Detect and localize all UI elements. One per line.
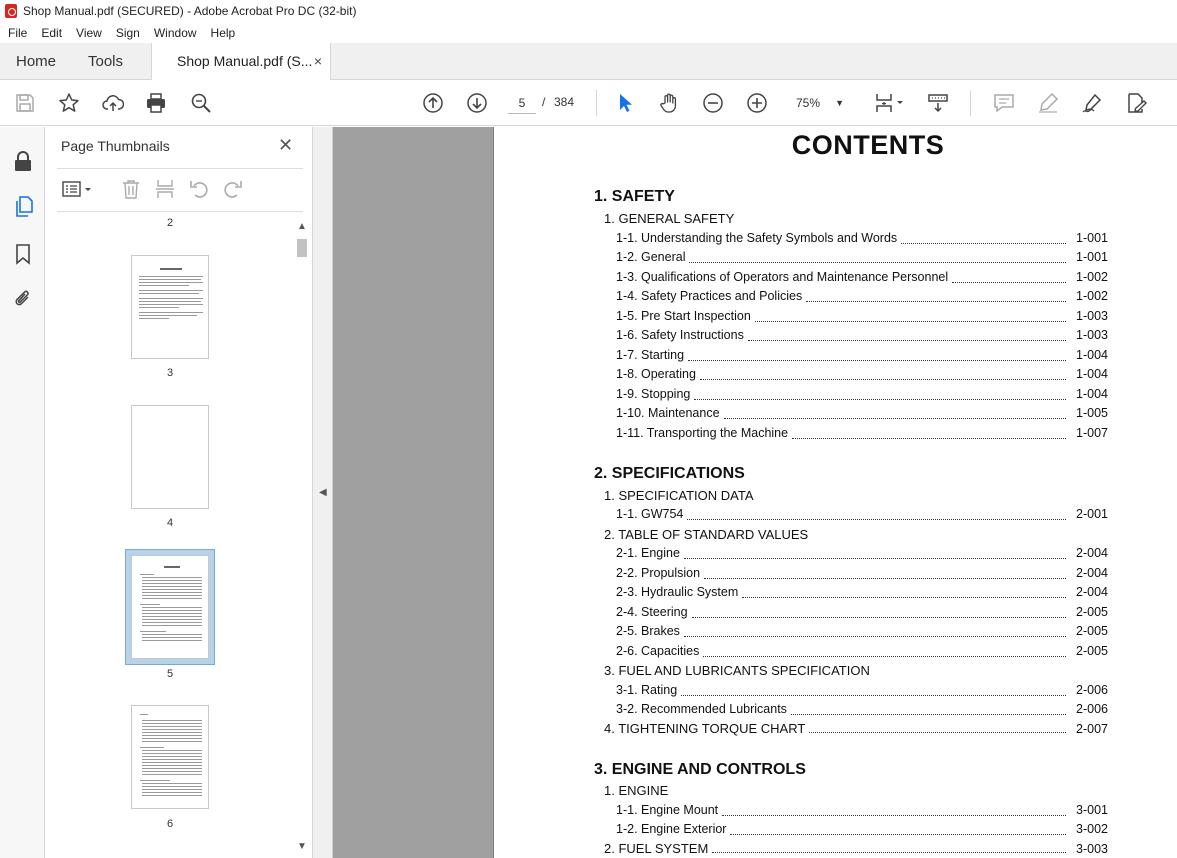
toc-section: 1. SAFETY bbox=[594, 188, 675, 205]
page-thumbnails-panel bbox=[45, 127, 313, 858]
zoom-out-icon[interactable] bbox=[701, 91, 725, 115]
toc-subsection: 2. TABLE OF STANDARD VALUES bbox=[604, 527, 809, 542]
tab-close-icon[interactable]: × bbox=[313, 53, 322, 69]
toc-entry: 2-3. Hydraulic System 2-004 bbox=[616, 585, 1108, 599]
thumbnail-scrollbar[interactable] bbox=[295, 219, 309, 858]
toc-subsection: 1. SPECIFICATION DATA bbox=[604, 488, 754, 503]
thumbnail-page-3[interactable] bbox=[131, 255, 209, 359]
tab-home[interactable]: Home bbox=[16, 53, 57, 70]
upload-cloud-icon[interactable] bbox=[101, 91, 125, 115]
toolbar bbox=[0, 80, 1177, 126]
hand-tool-icon[interactable] bbox=[657, 91, 681, 115]
page-display-icon[interactable] bbox=[872, 91, 906, 115]
tab-document-label: Shop Manual.pdf (S... bbox=[177, 53, 313, 69]
tab-bar bbox=[0, 43, 1177, 80]
toc-entry: 1-11. Transporting the Machine 1-007 bbox=[616, 426, 1108, 440]
window-title: Shop Manual.pdf (SECURED) - Adobe Acrobat Pro DC (32-bit) bbox=[23, 4, 357, 18]
scrollbar-thumb[interactable] bbox=[297, 239, 307, 257]
toc-entry: 1-5. Pre Start Inspection 1-003 bbox=[616, 309, 1108, 323]
prev-page-icon[interactable] bbox=[421, 91, 445, 115]
panel-title: Page Thumbnails bbox=[61, 138, 170, 154]
toc-entry: 1-8. Operating 1-004 bbox=[616, 367, 1108, 381]
toolbar-divider bbox=[596, 90, 597, 116]
toc-entry: 1-1. GW754 2-001 bbox=[616, 507, 1108, 521]
toc-entry: 2-5. Brakes 2-005 bbox=[616, 624, 1108, 638]
toc-entry: 2-2. Propulsion 2-004 bbox=[616, 566, 1108, 580]
bookmark-star-icon[interactable] bbox=[57, 91, 81, 115]
zoom-level-dropdown[interactable] bbox=[790, 92, 848, 114]
toc-entry: 1-6. Safety Instructions 1-003 bbox=[616, 328, 1108, 342]
next-page-icon[interactable] bbox=[465, 91, 489, 115]
toc-subsection: 4. TIGHTENING TORQUE CHART 2-007 bbox=[604, 721, 1108, 736]
toc-entry: 3-1. Rating 2-006 bbox=[616, 683, 1108, 697]
toc-subsection: 3. FUEL AND LUBRICANTS SPECIFICATION bbox=[604, 663, 870, 678]
acrobat-icon bbox=[5, 4, 17, 18]
delete-page-icon[interactable] bbox=[119, 177, 143, 201]
highlight-pen-icon[interactable] bbox=[1036, 91, 1060, 115]
collapse-panel-icon[interactable]: ◀ bbox=[319, 487, 327, 498]
toc-subsection: 2. FUEL SYSTEM 3-003 bbox=[604, 841, 1108, 856]
menu-help[interactable]: Help bbox=[210, 25, 236, 40]
page-separator: / bbox=[542, 95, 546, 109]
draw-sign-icon[interactable] bbox=[1080, 91, 1104, 115]
document-title: CONTENTS bbox=[791, 130, 945, 160]
rotate-clockwise-icon[interactable] bbox=[221, 177, 245, 201]
left-navigation-rail bbox=[0, 127, 45, 858]
scroll-down-icon[interactable]: ▼ bbox=[297, 841, 307, 852]
toc-section: 2. SPECIFICATIONS bbox=[594, 465, 745, 482]
toc-entry: 3-2. Recommended Lubricants 2-006 bbox=[616, 702, 1108, 716]
chevron-down-icon: ▼ bbox=[835, 98, 844, 108]
thumbnail-page-label: 5 bbox=[166, 668, 174, 680]
thumbnail-options-icon[interactable] bbox=[59, 177, 95, 201]
toc-entry: 2-6. Capacities 2-005 bbox=[616, 644, 1108, 658]
toc-entry: 1-4. Safety Practices and Policies 1-002 bbox=[616, 289, 1108, 303]
thumbnail-page-label: 6 bbox=[166, 818, 174, 830]
toc-entry: 1-2. Engine Exterior 3-002 bbox=[616, 822, 1108, 836]
attachments-paperclip-icon[interactable] bbox=[11, 287, 35, 311]
toc-subsection: 1. GENERAL SAFETY bbox=[604, 211, 735, 226]
menu-edit[interactable]: Edit bbox=[41, 25, 63, 40]
page-total: 384 bbox=[554, 95, 575, 109]
panel-divider bbox=[57, 168, 303, 169]
menu-view[interactable]: View bbox=[76, 25, 102, 40]
rotate-counterclockwise-icon[interactable] bbox=[187, 177, 211, 201]
thumbnail-page-6[interactable] bbox=[131, 705, 209, 809]
menu-window[interactable]: Window bbox=[153, 25, 197, 40]
toc-entry: 1-1. Understanding the Safety Symbols and Words 1-001 bbox=[616, 231, 1108, 245]
pdf-page bbox=[493, 127, 1177, 858]
thumbnail-page-label: 2 bbox=[166, 217, 174, 229]
scroll-up-icon[interactable]: ▲ bbox=[297, 221, 307, 232]
bookmarks-icon[interactable] bbox=[11, 242, 35, 266]
zoom-in-icon[interactable] bbox=[745, 91, 769, 115]
select-cursor-icon[interactable] bbox=[613, 91, 637, 115]
toc-entry: 2-4. Steering 2-005 bbox=[616, 605, 1108, 619]
toc-entry: 1-2. General 1-001 bbox=[616, 250, 1108, 264]
thumbnail-page-label: 4 bbox=[166, 517, 174, 529]
lock-icon[interactable] bbox=[11, 149, 35, 173]
panel-divider bbox=[57, 211, 303, 212]
page-thumbnails-icon[interactable] bbox=[11, 194, 35, 218]
toc-entry: 1-9. Stopping 1-004 bbox=[616, 387, 1108, 401]
title-bar bbox=[0, 0, 1177, 22]
toolbar-divider bbox=[970, 90, 971, 116]
page-number-input[interactable] bbox=[508, 92, 536, 114]
toc-entry: 1-1. Engine Mount 3-001 bbox=[616, 803, 1108, 817]
tab-document[interactable] bbox=[151, 43, 331, 80]
scroll-mode-icon[interactable] bbox=[926, 91, 950, 115]
toc-section: 3. ENGINE AND CONTROLS bbox=[594, 761, 806, 778]
thumbnail-page-4[interactable] bbox=[131, 405, 209, 509]
print-icon[interactable] bbox=[144, 91, 168, 115]
thumbnail-page-label: 3 bbox=[166, 367, 174, 379]
toc-entry: 1-3. Qualifications of Operators and Maintenance Personnel 1-002 bbox=[616, 270, 1108, 284]
panel-collapse-strip[interactable] bbox=[313, 127, 333, 858]
save-icon[interactable] bbox=[13, 91, 37, 115]
toc-entry: 2-1. Engine 2-004 bbox=[616, 546, 1108, 560]
tab-tools[interactable]: Tools bbox=[88, 53, 124, 70]
edit-pdf-icon[interactable] bbox=[1124, 91, 1148, 115]
zoom-level-value: 75% bbox=[796, 96, 821, 110]
menu-sign[interactable]: Sign bbox=[115, 25, 140, 40]
extract-page-icon[interactable] bbox=[153, 177, 177, 201]
toc-subsection: 1. ENGINE bbox=[604, 783, 669, 798]
menu-bar bbox=[0, 22, 1177, 43]
comment-icon[interactable] bbox=[992, 91, 1016, 115]
toc-entry: 1-10. Maintenance 1-005 bbox=[616, 406, 1108, 420]
close-icon[interactable]: ✕ bbox=[278, 135, 294, 155]
find-zoom-icon[interactable] bbox=[189, 91, 213, 115]
thumbnail-page-5-selected[interactable] bbox=[125, 549, 215, 665]
thumbnail-list bbox=[45, 213, 295, 858]
toc-entry: 1-7. Starting 1-004 bbox=[616, 348, 1108, 362]
menu-file[interactable]: File bbox=[8, 25, 28, 40]
